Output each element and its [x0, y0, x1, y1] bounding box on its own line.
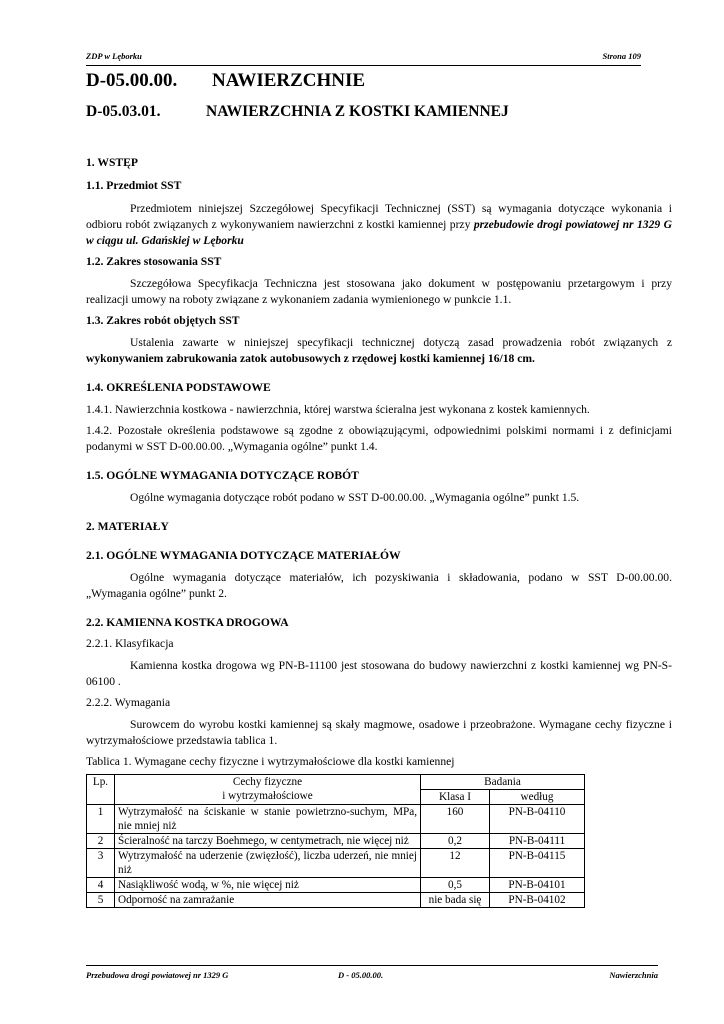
- header-badania: Badania: [421, 775, 585, 790]
- page-header: [86, 51, 641, 66]
- section-heading: 1. WSTĘP: [86, 156, 138, 169]
- spec-code: D-05.03.01.: [86, 103, 161, 120]
- table-row: 1 Wytrzymałość na ściskanie w stanie powietrzno-suchym, MPa, nie mniej niż 160 PN-B-04110: [87, 805, 585, 834]
- subsection-heading: 2.1. OGÓLNE WYMAGANIA DOTYCZĄCE MATERIAŁÓW: [86, 549, 401, 562]
- table-caption: Tablica 1. Wymagane cechy fizyczne i wytrzymałościowe dla kostki kamiennej: [86, 755, 455, 768]
- spec-group-title: [86, 70, 366, 92]
- header-cechy: Cechy fizyczne i wytrzymałościowe: [115, 775, 421, 805]
- subsection-heading: 1.3. Zakres robót objętych SST: [86, 314, 240, 327]
- subsection-heading: 1.4. OKREŚLENIA PODSTAWOWE: [86, 381, 271, 394]
- page-number: Strona 109: [602, 51, 641, 61]
- subsection-heading: 1.5. OGÓLNE WYMAGANIA DOTYCZĄCE ROBÓT: [86, 469, 359, 482]
- paragraph: Przedmiotem niniejszej Szczegółowej Specyfikacji Technicznej (SST) są wymagania dotyczące wykonania i odbioru robót związanych z wykonywaniem nawierzchni z kostki kamiennej przy przebudowie drogi powiatowej nr 1329 G w ciągu ul. Gdańskiej w Lęborku: [86, 202, 672, 247]
- table-row: 2 Ścieralność na tarczy Boehmego, w centymetrach, nie więcej niż 0,2 PN-B-04111: [87, 834, 585, 849]
- table-row: 4 Nasiąkliwość wodą, w %, nie więcej niż 0,5 PN-B-04101: [87, 878, 585, 893]
- footer-center: D - 05.00.00.: [338, 970, 384, 980]
- table-row: 5 Odporność na zamrażanie nie bada się PN-B-04102: [87, 893, 585, 908]
- footer-right: Nawierzchnia: [609, 970, 658, 980]
- subsection-heading: 1.2. Zakres stosowania SST: [86, 255, 222, 268]
- table-row: 3 Wytrzymałość na uderzenie (zwięzłość), liczba uderzeń, nie mniej niż 12 PN-B-04115: [87, 849, 585, 878]
- spec-name: NAWIERZCHNIA Z KOSTKI KAMIENNEJ: [206, 103, 509, 120]
- subsection-heading: 2.2.2. Wymagania: [86, 696, 171, 709]
- document-body: [86, 155, 672, 908]
- header-left: ZDP w Lęborku: [86, 51, 142, 61]
- paragraph: 1.4.1. Nawierzchnia kostkowa - nawierzchnia, której warstwa ścieralna jest wykonana z kostek kamiennych.: [86, 403, 590, 416]
- scope-bold: wykonywaniem zabrukowania zatok autobusowych z rzędowej kostki kamiennej 16/18 cm.: [86, 352, 535, 365]
- page-footer: [86, 965, 658, 982]
- paragraph: Ustalenia zawarte w niniejszej specyfikacji technicznej dotyczą zasad prowadzenia robót związanych z wykonywaniem zabrukowania zatok autobusowych z rzędowej kostki kamiennej 16/18 cm.: [86, 336, 672, 365]
- paragraph: Ogólne wymagania dotyczące robót podano w SST D-00.00.00. „Wymagania ogólne” punkt 1.5.: [130, 491, 580, 504]
- header-lp: Lp.: [87, 775, 115, 805]
- spec-title: [86, 103, 509, 121]
- paragraph: 1.4.2. Pozostałe określenia podstawowe są zgodne z obowiązującymi, odpowiednimi polskimi normami i z definicjami podanymi w SST D-00.00.00. „Wymagania ogólne” punkt 1.4.: [86, 424, 672, 453]
- paragraph: Kamienna kostka drogowa wg PN-B-11100 jest stosowana do budowy nawierzchni z kostki kamiennej wg PN-S-06100 .: [86, 659, 672, 688]
- paragraph: Ogólne wymagania dotyczące materiałów, ich pozyskiwania i składowania, podano w SST D-00.00.00. „Wymagania ogólne” punkt 2.: [86, 571, 672, 600]
- header-wedlug: według: [490, 790, 585, 805]
- spec-group-code: D-05.00.00.: [86, 70, 178, 91]
- paragraph: Szczegółowa Specyfikacja Techniczna jest stosowana jako dokument w postępowaniu przetargowym i przy realizacji umowy na roboty związane z wykonaniem zadania wymienionego w punkcie 1.1.: [86, 277, 672, 306]
- subsection-heading: 2.2.1. Klasyfikacja: [86, 637, 174, 650]
- header-klasa: Klasa I: [421, 790, 490, 805]
- requirements-table: [86, 774, 585, 908]
- section-heading: 2. MATERIAŁY: [86, 520, 169, 533]
- paragraph: Surowcem do wyrobu kostki kamiennej są skały magmowe, osadowe i przeobrażone. Wymagane cechy fizyczne i wytrzymałościowe przedstawia tablica 1.: [86, 718, 672, 747]
- spec-group-name: NAWIERZCHNIE: [212, 70, 366, 91]
- subsection-heading: 2.2. KAMIENNA KOSTKA DROGOWA: [86, 616, 289, 629]
- footer-left: Przebudowa drogi powiatowej nr 1329 G: [86, 970, 229, 980]
- table-header-row: [87, 775, 585, 790]
- project-name: przebudowie drogi powiatowej nr 1329 G w ciągu ul. Gdańskiej w Lęborku: [86, 218, 672, 247]
- subsection-heading: 1.1. Przedmiot SST: [86, 179, 182, 192]
